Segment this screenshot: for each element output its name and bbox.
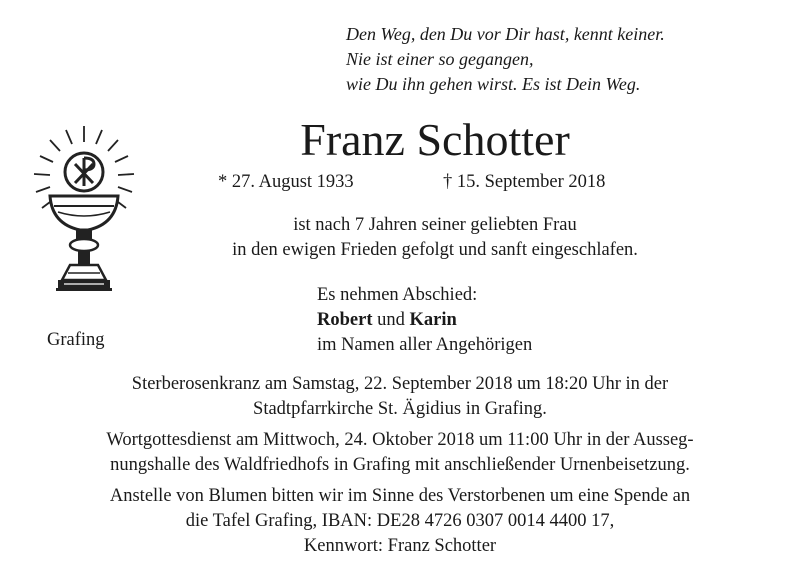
place-name: Grafing — [47, 330, 105, 350]
donation-line-3: Kennwort: Franz Schotter — [303, 536, 497, 556]
quote-block — [346, 22, 665, 97]
mourner-name-2: Karin — [409, 310, 457, 330]
mourner-name-1: Robert — [317, 310, 373, 330]
rosary-line-1: Sterberosenkranz am Samstag, 22. September 2018 um 18:20 Uhr in der — [131, 374, 669, 394]
service-line-2: nungshalle des Waldfriedhofs in Grafing mit anschließender Urnenbeisetzung. — [110, 455, 690, 475]
deceased-name: Franz Schotter — [300, 114, 570, 165]
donation-line-1: Anstelle von Blumen bitten wir im Sinne des Verstorbenen um eine Spende an — [109, 486, 691, 506]
service-line-1: Wortgottesdienst am Mittwoch, 24. Oktober 2018 um 11:00 Uhr in der Ausseg- — [106, 430, 694, 450]
relatives-line: im Namen aller Angehörigen — [317, 335, 533, 355]
tribute-line-1: ist nach 7 Jahren seiner geliebten Frau — [293, 215, 577, 235]
farewell-block — [317, 283, 532, 358]
quote-line-3: wie Du ihn gehen wirst. Es ist Dein Weg. — [346, 74, 641, 94]
mourner-connector: und — [377, 310, 405, 330]
tribute-line-2: in den ewigen Frieden gefolgt und sanft eingeschlafen. — [232, 240, 638, 260]
mourners — [317, 308, 532, 333]
donation-line-2: die Tafel Grafing, IBAN: DE28 4726 0307 0014 4400 17, — [185, 511, 615, 531]
birth-date: * 27. August 1933 — [218, 172, 354, 192]
service-info — [0, 428, 800, 478]
death-date: † 15. September 2018 — [443, 172, 606, 192]
farewell-intro: Es nehmen Abschied: — [317, 285, 478, 305]
donation-info — [0, 484, 800, 559]
quote-line-1: Den Weg, den Du vor Dir hast, kennt keiner. — [346, 24, 665, 44]
rosary-line-2: Stadtpfarrkirche St. Ägidius in Grafing. — [253, 399, 547, 419]
tribute-text — [0, 213, 800, 263]
quote-line-2: Nie ist einer so gegangen, — [346, 49, 534, 69]
rosary-info — [0, 372, 800, 422]
